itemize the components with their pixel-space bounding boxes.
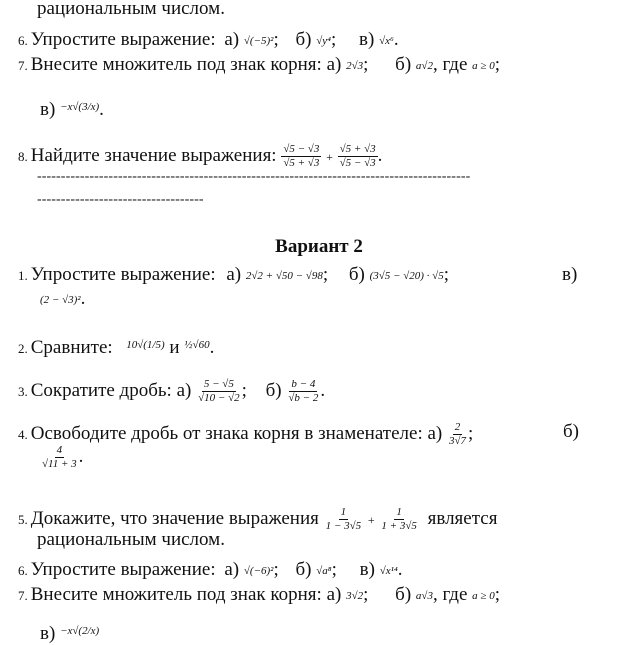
math-expression: √y⁴ (316, 34, 331, 47)
v2-q2: 2. Сравните: 10√(1/5) и ½√60. (18, 334, 214, 360)
option-label: б) (348, 264, 365, 285)
math-expression: 2√2 + √50 − √98 (245, 269, 323, 282)
fraction: $\frac{b - 4}{√b - 2}$ (288, 378, 319, 404)
question-text: Внесите множитель под знак корня: (30, 54, 322, 75)
question-number: 1. (18, 268, 28, 283)
v2-q1-c-label: в) (562, 264, 578, 285)
v2-q4-b: $\frac{4}{√11 + 3}$ . (42, 444, 84, 470)
math-expression: 2√3 (346, 59, 364, 72)
option-label: б) (265, 379, 282, 401)
v1-q8: 8. Найдите значение выражения: $\frac{√5 - √3}{√5 + √3}$ + $\frac{√5 + √3}{√5 - √3}$ . (18, 143, 383, 169)
answer-line-divider: ----------------------------------- (37, 192, 204, 207)
math-expression: 10√(1/5) (126, 339, 165, 351)
where-text: , где (432, 584, 468, 605)
math-expression: −x√(3/x) (60, 101, 100, 113)
option-label: а) (226, 264, 242, 285)
option-label: в) (40, 99, 56, 120)
fraction: $\frac{√5 - √3}{√5 + √3}$ (283, 143, 320, 169)
math-expression: (3√5 − √20) · √5 (369, 269, 444, 282)
v1-q7-c: в) −x√(3/x). (40, 96, 104, 121)
v2-q4-b-label: б) (563, 421, 579, 442)
question-number: 8. (18, 148, 28, 164)
v2-q6: 6. Упростите выражение: а) √(−6)²; б) √a⁸; в) √x¹⁴. (18, 559, 403, 580)
option-label: в) (359, 29, 375, 50)
v2-q4: 4. Освободите дробь от знака корня в знаменателе: а) $\frac{2}{3√7}$ ; (18, 421, 474, 447)
option-label: в) (359, 559, 375, 580)
option-label: в) (40, 623, 56, 644)
v1-q6: 6. Упростите выражение: а) √(−5)²; б) √y⁴; в) √x⁶. (18, 29, 399, 50)
question-text: Упростите выражение: (30, 559, 216, 580)
answer-line-divider: ------------------------------------------------------------------------------------------- (37, 169, 471, 184)
math-expression: ½√60 (184, 339, 210, 351)
math-expression: a√3 (415, 589, 433, 602)
fraction: $\frac{5 - √5}{√10 - √2}$ (198, 378, 240, 404)
option-label: а) (176, 379, 192, 401)
v2-q1-c: (2 − √3)². (40, 288, 86, 309)
math-expression: a√2 (415, 59, 433, 72)
option-label: а) (224, 29, 240, 50)
question-number: 2. (18, 341, 28, 356)
option-label: б) (395, 584, 412, 605)
v1-q7: 7. Внесите множитель под знак корня: а) 2√3; б) a√2, где a ≥ 0; (18, 54, 500, 75)
v1-q5-continuation: рациональным числом. (37, 0, 225, 19)
math-expression: √(−5)² (243, 34, 274, 47)
option-label: б) (395, 54, 412, 75)
fraction: $\frac{√5 + √3}{√5 - √3}$ (339, 143, 376, 169)
question-number: 7. (18, 588, 28, 603)
option-label: б) (295, 29, 312, 50)
option-label: а) (326, 584, 342, 605)
option-label: б) (295, 559, 312, 580)
question-text: Освободите дробь от знака корня в знаменателе: (30, 422, 423, 444)
question-number: 6. (18, 33, 28, 48)
question-text: Внесите множитель под знак корня: (30, 584, 322, 605)
question-number: 4. (18, 426, 28, 442)
math-expression: (2 − √3)² (40, 293, 81, 306)
where-text: , где (432, 54, 468, 75)
question-number: 7. (18, 58, 28, 73)
option-label: а) (427, 422, 443, 444)
question-text: Сравните: (30, 337, 113, 358)
v2-q5: 5. Докажите, что значение выражения $\frac{1}{1 - 3√5}$ + $\frac{1}{1 + 3√5}$ является (18, 506, 498, 532)
question-number: 5. (18, 511, 28, 527)
math-condition: a ≥ 0 (472, 589, 495, 602)
option-label: а) (326, 54, 342, 75)
question-text: Докажите, что значение выражения (30, 507, 319, 529)
question-number: 6. (18, 563, 28, 578)
v2-q3: 3. Сократите дробь: а) $\frac{5 - √5}{√10 - √2}$ ; б) $\frac{b - 4}{√b - 2}$ . (18, 378, 326, 404)
v2-q5-continuation: рациональным числом. (37, 529, 225, 550)
math-expression: −x√(2/x) (60, 625, 100, 637)
math-condition: a ≥ 0 (472, 59, 495, 72)
fraction: $\frac{1}{1 + 3√5}$ (381, 506, 417, 532)
fraction: $\frac{2}{3√7}$ (448, 421, 467, 447)
fraction: $\frac{4}{√11 + 3}$ (42, 444, 77, 470)
math-expression: √(−6)² (243, 564, 274, 577)
v2-q1: 1. Упростите выражение: а) 2√2 + √50 − √98; б) (3√5 − √20) · √5; (18, 264, 450, 285)
option-label: а) (224, 559, 240, 580)
variant-title: Вариант 2 (275, 236, 363, 257)
question-text: Сократите дробь: (30, 379, 172, 401)
and-word: и (169, 337, 180, 358)
v2-q7: 7. Внесите множитель под знак корня: а) 3√2; б) a√3, где a ≥ 0; (18, 584, 500, 605)
question-text-tail: является (427, 507, 498, 529)
math-expression: √x¹⁴ (379, 564, 398, 577)
math-expression: √x⁶ (379, 34, 394, 47)
question-text: Упростите выражение: (30, 29, 216, 50)
question-text: Найдите значение выражения: (30, 144, 277, 166)
math-expression: √a⁸ (316, 564, 332, 577)
fraction: $\frac{1}{1 - 3√5}$ (325, 506, 362, 532)
v2-q7-c (40, 620, 99, 645)
question-number: 3. (18, 383, 28, 399)
question-text: Упростите выражение: (30, 264, 216, 285)
math-expression: 3√2 (346, 589, 364, 602)
